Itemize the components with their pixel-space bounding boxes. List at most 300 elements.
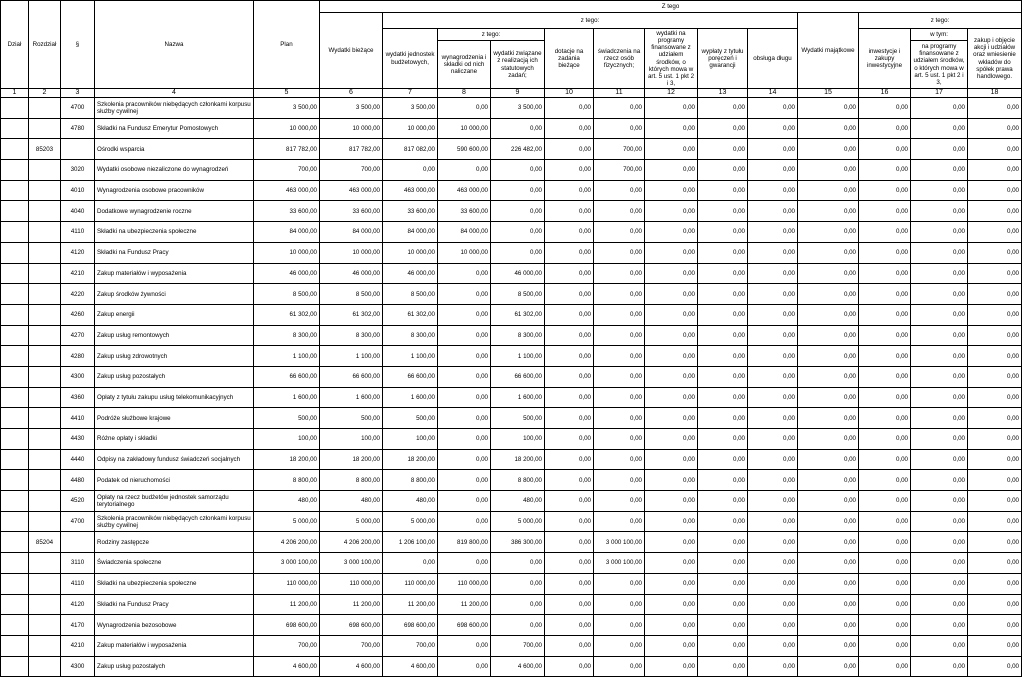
cell-nazwa: Opłaty z tytułu zakupu usług telekomunikacyjnych bbox=[95, 387, 254, 408]
cell-value: 0,00 bbox=[545, 491, 594, 512]
cell-value: 0,00 bbox=[748, 449, 798, 470]
cell-value: 0,00 bbox=[748, 201, 798, 222]
cell-value: 0,00 bbox=[911, 304, 968, 325]
cell-value: 0,00 bbox=[798, 242, 859, 263]
cell-value: 1 600,00 bbox=[491, 387, 545, 408]
cell-value: 0,00 bbox=[594, 118, 645, 139]
cell-value: 8 500,00 bbox=[254, 284, 320, 305]
cell-value: 11 200,00 bbox=[438, 594, 491, 615]
cell-dzial bbox=[1, 429, 29, 450]
cell-value: 0,00 bbox=[911, 594, 968, 615]
cell-value: 0,00 bbox=[911, 325, 968, 346]
cell-value: 0,00 bbox=[698, 553, 748, 574]
cell-value: 0,00 bbox=[438, 325, 491, 346]
cell-dzial bbox=[1, 594, 29, 615]
cell-value: 0,00 bbox=[645, 470, 698, 491]
cell-value: 0,00 bbox=[645, 656, 698, 677]
cell-value: 0,00 bbox=[645, 366, 698, 387]
cell-value: 3 000 100,00 bbox=[594, 532, 645, 553]
cell-value: 0,00 bbox=[545, 242, 594, 263]
cell-value: 10 000,00 bbox=[254, 118, 320, 139]
column-number: 12 bbox=[645, 89, 698, 98]
cell-value: 0,00 bbox=[545, 449, 594, 470]
cell-value: 84 000,00 bbox=[383, 222, 438, 243]
column-number: 1 bbox=[1, 89, 29, 98]
cell-value: 0,00 bbox=[911, 201, 968, 222]
cell-nazwa: Świadczenia społeczne bbox=[95, 553, 254, 574]
cell-value: 0,00 bbox=[748, 594, 798, 615]
cell-nazwa: Rodziny zastępcze bbox=[95, 532, 254, 553]
cell-dzial bbox=[1, 118, 29, 139]
cell-value: 0,00 bbox=[748, 98, 798, 119]
cell-value: 0,00 bbox=[645, 408, 698, 429]
cell-rozdzial bbox=[29, 263, 61, 284]
cell-value: 0,00 bbox=[859, 594, 911, 615]
cell-value: 698 600,00 bbox=[254, 615, 320, 636]
cell-value: 0,00 bbox=[594, 656, 645, 677]
cell-value: 100,00 bbox=[254, 429, 320, 450]
column-number: 17 bbox=[911, 89, 968, 98]
cell-value: 1 100,00 bbox=[491, 346, 545, 367]
cell-value: 0,00 bbox=[748, 366, 798, 387]
header-zakup-akcji: zakup i objęcie akcji i udziałów oraz wniesienie wkładów do spółek prawa handlowego. bbox=[968, 29, 1022, 89]
cell-value: 0,00 bbox=[545, 346, 594, 367]
cell-value: 0,00 bbox=[698, 573, 748, 594]
cell-paragraf: 4270 bbox=[61, 325, 95, 346]
cell-value: 0,00 bbox=[438, 98, 491, 119]
cell-value: 0,00 bbox=[911, 511, 968, 532]
header-wyplaty: wypłaty z tytułu poręczeń i gwarancji bbox=[698, 29, 748, 89]
cell-value: 5 000,00 bbox=[383, 511, 438, 532]
cell-dzial bbox=[1, 201, 29, 222]
cell-value: 0,00 bbox=[798, 615, 859, 636]
cell-value: 0,00 bbox=[798, 98, 859, 119]
cell-value: 0,00 bbox=[798, 573, 859, 594]
cell-dzial bbox=[1, 573, 29, 594]
cell-value: 8 800,00 bbox=[491, 470, 545, 491]
cell-value: 0,00 bbox=[594, 408, 645, 429]
cell-value: 0,00 bbox=[798, 511, 859, 532]
cell-value: 463 000,00 bbox=[438, 180, 491, 201]
cell-value: 0,00 bbox=[748, 139, 798, 160]
table-row bbox=[1, 491, 1022, 512]
cell-value: 0,00 bbox=[545, 532, 594, 553]
column-number: 13 bbox=[698, 89, 748, 98]
cell-value: 100,00 bbox=[491, 429, 545, 450]
cell-value: 0,00 bbox=[698, 139, 748, 160]
cell-paragraf: 4220 bbox=[61, 284, 95, 305]
cell-value: 463 000,00 bbox=[254, 180, 320, 201]
cell-paragraf: 3110 bbox=[61, 553, 95, 574]
header-w-tym: w tym: bbox=[911, 29, 968, 41]
cell-paragraf bbox=[61, 532, 95, 553]
cell-paragraf: 4480 bbox=[61, 470, 95, 491]
cell-value: 0,00 bbox=[748, 263, 798, 284]
cell-value: 0,00 bbox=[798, 387, 859, 408]
cell-value: 480,00 bbox=[320, 491, 383, 512]
cell-value: 0,00 bbox=[748, 491, 798, 512]
cell-value: 0,00 bbox=[438, 263, 491, 284]
cell-value: 8 500,00 bbox=[491, 284, 545, 305]
cell-dzial bbox=[1, 222, 29, 243]
cell-value: 0,00 bbox=[968, 242, 1022, 263]
column-number: 14 bbox=[748, 89, 798, 98]
cell-value: 0,00 bbox=[968, 635, 1022, 656]
cell-value: 700,00 bbox=[254, 635, 320, 656]
cell-value: 11 200,00 bbox=[254, 594, 320, 615]
table-header bbox=[1, 1, 1022, 98]
cell-value: 0,00 bbox=[545, 470, 594, 491]
cell-value: 0,00 bbox=[438, 387, 491, 408]
table-row bbox=[1, 160, 1022, 181]
column-number: 16 bbox=[859, 89, 911, 98]
cell-value: 0,00 bbox=[911, 366, 968, 387]
header-inwestycje: inwestycje i zakupy inwestycyjne bbox=[859, 29, 911, 89]
table-row bbox=[1, 98, 1022, 119]
cell-value: 61 302,00 bbox=[491, 304, 545, 325]
cell-value: 0,00 bbox=[968, 573, 1022, 594]
cell-value: 0,00 bbox=[491, 118, 545, 139]
cell-value: 110 000,00 bbox=[320, 573, 383, 594]
cell-value: 0,00 bbox=[748, 573, 798, 594]
cell-value: 0,00 bbox=[859, 325, 911, 346]
column-number: 5 bbox=[254, 89, 320, 98]
cell-value: 0,00 bbox=[438, 304, 491, 325]
cell-rozdzial: 85204 bbox=[29, 532, 61, 553]
cell-value: 0,00 bbox=[748, 180, 798, 201]
header-dotacje: dotacje na zadania bieżące bbox=[545, 29, 594, 89]
cell-rozdzial bbox=[29, 346, 61, 367]
cell-value: 10 000,00 bbox=[383, 118, 438, 139]
cell-value: 0,00 bbox=[383, 160, 438, 181]
column-number: 7 bbox=[383, 89, 438, 98]
cell-value: 700,00 bbox=[383, 635, 438, 656]
cell-value: 0,00 bbox=[438, 408, 491, 429]
cell-value: 0,00 bbox=[968, 180, 1022, 201]
cell-value: 0,00 bbox=[594, 325, 645, 346]
cell-value: 8 300,00 bbox=[254, 325, 320, 346]
cell-value: 0,00 bbox=[698, 449, 748, 470]
cell-value: 0,00 bbox=[968, 615, 1022, 636]
cell-value: 0,00 bbox=[911, 160, 968, 181]
cell-value: 0,00 bbox=[594, 573, 645, 594]
cell-value: 0,00 bbox=[545, 635, 594, 656]
cell-value: 0,00 bbox=[748, 387, 798, 408]
cell-value: 0,00 bbox=[798, 594, 859, 615]
cell-value: 0,00 bbox=[748, 160, 798, 181]
cell-paragraf: 4120 bbox=[61, 242, 95, 263]
cell-value: 0,00 bbox=[545, 573, 594, 594]
cell-value: 0,00 bbox=[859, 118, 911, 139]
cell-value: 0,00 bbox=[859, 511, 911, 532]
cell-value: 5 000,00 bbox=[254, 511, 320, 532]
cell-value: 0,00 bbox=[798, 118, 859, 139]
cell-value: 0,00 bbox=[968, 346, 1022, 367]
cell-value: 0,00 bbox=[698, 511, 748, 532]
cell-value: 0,00 bbox=[859, 222, 911, 243]
cell-value: 0,00 bbox=[491, 573, 545, 594]
cell-paragraf: 4300 bbox=[61, 366, 95, 387]
cell-value: 819 800,00 bbox=[438, 532, 491, 553]
cell-rozdzial bbox=[29, 408, 61, 429]
header-nazwa: Nazwa bbox=[95, 1, 254, 89]
cell-value: 110 000,00 bbox=[383, 573, 438, 594]
cell-value: 11 200,00 bbox=[383, 594, 438, 615]
cell-value: 0,00 bbox=[438, 284, 491, 305]
column-number: 2 bbox=[29, 89, 61, 98]
cell-value: 1 206 100,00 bbox=[383, 532, 438, 553]
cell-paragraf: 4360 bbox=[61, 387, 95, 408]
cell-dzial bbox=[1, 346, 29, 367]
cell-paragraf: 4520 bbox=[61, 491, 95, 512]
cell-rozdzial bbox=[29, 491, 61, 512]
cell-value: 0,00 bbox=[859, 470, 911, 491]
cell-value: 0,00 bbox=[798, 222, 859, 243]
cell-value: 0,00 bbox=[798, 635, 859, 656]
cell-nazwa: Wydatki osobowe niezaliczone do wynagrodzeń bbox=[95, 160, 254, 181]
cell-value: 1 600,00 bbox=[383, 387, 438, 408]
table-row bbox=[1, 118, 1022, 139]
cell-value: 700,00 bbox=[320, 635, 383, 656]
table-row bbox=[1, 429, 1022, 450]
cell-value: 66 600,00 bbox=[320, 366, 383, 387]
cell-nazwa: Ośrodki wsparcia bbox=[95, 139, 254, 160]
cell-nazwa: Odpisy na zakładowy fundusz świadczeń socjalnych bbox=[95, 449, 254, 470]
cell-value: 8 300,00 bbox=[491, 325, 545, 346]
header-z-tego-majatkowe: z tego: bbox=[859, 13, 1022, 29]
cell-nazwa: Zakup usług pozostałych bbox=[95, 366, 254, 387]
cell-value: 0,00 bbox=[798, 553, 859, 574]
cell-value: 0,00 bbox=[859, 284, 911, 305]
cell-value: 0,00 bbox=[859, 387, 911, 408]
cell-value: 4 600,00 bbox=[320, 656, 383, 677]
cell-value: 0,00 bbox=[798, 491, 859, 512]
header-paragraf: § bbox=[61, 1, 95, 89]
cell-value: 61 302,00 bbox=[320, 304, 383, 325]
cell-value: 0,00 bbox=[748, 284, 798, 305]
cell-value: 0,00 bbox=[859, 491, 911, 512]
header-wynagrodzenia: wynagrodzenia i składki od nich naliczane bbox=[438, 41, 491, 89]
cell-value: 0,00 bbox=[968, 304, 1022, 325]
cell-value: 0,00 bbox=[438, 449, 491, 470]
cell-value: 500,00 bbox=[491, 408, 545, 429]
cell-value: 0,00 bbox=[545, 553, 594, 574]
cell-value: 0,00 bbox=[911, 387, 968, 408]
cell-value: 10 000,00 bbox=[438, 242, 491, 263]
cell-value: 0,00 bbox=[594, 242, 645, 263]
cell-value: 0,00 bbox=[968, 118, 1022, 139]
cell-value: 0,00 bbox=[911, 656, 968, 677]
cell-value: 84 000,00 bbox=[438, 222, 491, 243]
cell-paragraf: 4410 bbox=[61, 408, 95, 429]
cell-rozdzial bbox=[29, 98, 61, 119]
cell-value: 0,00 bbox=[698, 325, 748, 346]
cell-value: 5 000,00 bbox=[491, 511, 545, 532]
cell-value: 0,00 bbox=[698, 366, 748, 387]
cell-value: 0,00 bbox=[645, 284, 698, 305]
cell-value: 0,00 bbox=[594, 635, 645, 656]
cell-value: 0,00 bbox=[645, 449, 698, 470]
cell-value: 0,00 bbox=[698, 180, 748, 201]
column-number: 3 bbox=[61, 89, 95, 98]
cell-value: 700,00 bbox=[594, 139, 645, 160]
cell-value: 0,00 bbox=[698, 387, 748, 408]
cell-value: 0,00 bbox=[545, 201, 594, 222]
cell-value: 0,00 bbox=[748, 242, 798, 263]
cell-value: 1 100,00 bbox=[383, 346, 438, 367]
cell-value: 0,00 bbox=[859, 615, 911, 636]
cell-value: 18 200,00 bbox=[254, 449, 320, 470]
cell-value: 0,00 bbox=[698, 532, 748, 553]
cell-value: 386 300,00 bbox=[491, 532, 545, 553]
cell-value: 3 000 100,00 bbox=[254, 553, 320, 574]
cell-nazwa: Zakup materiałów i wyposażenia bbox=[95, 635, 254, 656]
cell-value: 0,00 bbox=[911, 470, 968, 491]
cell-dzial bbox=[1, 635, 29, 656]
cell-value: 463 000,00 bbox=[320, 180, 383, 201]
cell-value: 0,00 bbox=[748, 118, 798, 139]
cell-value: 0,00 bbox=[748, 656, 798, 677]
cell-value: 700,00 bbox=[594, 160, 645, 181]
table-row bbox=[1, 573, 1022, 594]
cell-value: 0,00 bbox=[911, 408, 968, 429]
cell-dzial bbox=[1, 656, 29, 677]
header-swiadczenia: świadczenia na rzecz osób fizycznych; bbox=[594, 29, 645, 89]
cell-value: 0,00 bbox=[859, 201, 911, 222]
cell-value: 84 000,00 bbox=[254, 222, 320, 243]
cell-rozdzial bbox=[29, 449, 61, 470]
cell-rozdzial bbox=[29, 201, 61, 222]
cell-value: 0,00 bbox=[645, 491, 698, 512]
cell-value: 0,00 bbox=[545, 222, 594, 243]
cell-value: 0,00 bbox=[968, 656, 1022, 677]
cell-nazwa: Zakup energii bbox=[95, 304, 254, 325]
cell-value: 100,00 bbox=[320, 429, 383, 450]
cell-nazwa: Szkolenia pracowników niebędących członkami korpusu służby cywilnej bbox=[95, 98, 254, 119]
cell-paragraf: 4700 bbox=[61, 511, 95, 532]
cell-value: 0,00 bbox=[859, 180, 911, 201]
cell-value: 84 000,00 bbox=[320, 222, 383, 243]
cell-value: 0,00 bbox=[698, 615, 748, 636]
cell-value: 10 000,00 bbox=[438, 118, 491, 139]
cell-value: 0,00 bbox=[859, 98, 911, 119]
cell-value: 0,00 bbox=[594, 387, 645, 408]
cell-value: 0,00 bbox=[968, 429, 1022, 450]
cell-value: 0,00 bbox=[491, 594, 545, 615]
cell-value: 0,00 bbox=[968, 98, 1022, 119]
cell-value: 0,00 bbox=[698, 201, 748, 222]
cell-value: 0,00 bbox=[645, 263, 698, 284]
cell-value: 0,00 bbox=[594, 263, 645, 284]
cell-value: 0,00 bbox=[491, 201, 545, 222]
cell-nazwa: Podróże służbowe krajowe bbox=[95, 408, 254, 429]
cell-rozdzial bbox=[29, 635, 61, 656]
cell-value: 0,00 bbox=[645, 118, 698, 139]
cell-value: 3 000 100,00 bbox=[594, 553, 645, 574]
cell-value: 0,00 bbox=[798, 263, 859, 284]
table-row bbox=[1, 594, 1022, 615]
cell-value: 0,00 bbox=[545, 98, 594, 119]
table-row bbox=[1, 304, 1022, 325]
cell-nazwa: Zakup usług remontowych bbox=[95, 325, 254, 346]
cell-value: 0,00 bbox=[968, 594, 1022, 615]
table-row bbox=[1, 408, 1022, 429]
cell-value: 46 000,00 bbox=[254, 263, 320, 284]
cell-value: 0,00 bbox=[911, 263, 968, 284]
cell-value: 0,00 bbox=[594, 284, 645, 305]
cell-nazwa: Składki na Fundusz Pracy bbox=[95, 594, 254, 615]
header-na-programy: na programy finansowane z udziałem środków, o których mowa w art. 5 ust. 1 pkt 2 i 3, bbox=[911, 41, 968, 89]
cell-value: 0,00 bbox=[594, 304, 645, 325]
cell-value: 0,00 bbox=[594, 346, 645, 367]
cell-value: 0,00 bbox=[698, 491, 748, 512]
cell-value: 0,00 bbox=[545, 180, 594, 201]
cell-value: 61 302,00 bbox=[383, 304, 438, 325]
cell-value: 0,00 bbox=[491, 180, 545, 201]
cell-value: 463 000,00 bbox=[383, 180, 438, 201]
cell-rozdzial bbox=[29, 553, 61, 574]
cell-value: 46 000,00 bbox=[491, 263, 545, 284]
cell-value: 0,00 bbox=[545, 118, 594, 139]
cell-value: 0,00 bbox=[748, 429, 798, 450]
cell-paragraf: 3020 bbox=[61, 160, 95, 181]
cell-value: 0,00 bbox=[911, 242, 968, 263]
cell-value: 8 800,00 bbox=[383, 470, 438, 491]
cell-dzial bbox=[1, 615, 29, 636]
cell-value: 0,00 bbox=[859, 366, 911, 387]
cell-value: 0,00 bbox=[748, 470, 798, 491]
cell-value: 0,00 bbox=[594, 491, 645, 512]
cell-value: 0,00 bbox=[859, 263, 911, 284]
cell-value: 0,00 bbox=[545, 304, 594, 325]
cell-value: 3 500,00 bbox=[383, 98, 438, 119]
cell-value: 0,00 bbox=[698, 304, 748, 325]
cell-paragraf: 4120 bbox=[61, 594, 95, 615]
cell-value: 0,00 bbox=[438, 470, 491, 491]
header-dzial: Dział bbox=[1, 1, 29, 89]
cell-value: 18 200,00 bbox=[320, 449, 383, 470]
cell-value: 1 100,00 bbox=[320, 346, 383, 367]
cell-value: 4 206 200,00 bbox=[254, 532, 320, 553]
cell-value: 0,00 bbox=[748, 532, 798, 553]
cell-value: 0,00 bbox=[545, 366, 594, 387]
cell-value: 0,00 bbox=[968, 284, 1022, 305]
cell-value: 4 206 200,00 bbox=[320, 532, 383, 553]
cell-value: 0,00 bbox=[645, 532, 698, 553]
cell-value: 0,00 bbox=[698, 429, 748, 450]
cell-value: 0,00 bbox=[645, 615, 698, 636]
cell-value: 1 600,00 bbox=[320, 387, 383, 408]
cell-nazwa: Składki na Fundusz Emerytur Pomostowych bbox=[95, 118, 254, 139]
cell-value: 46 000,00 bbox=[383, 263, 438, 284]
cell-nazwa: Wynagrodzenia bezosobowe bbox=[95, 615, 254, 636]
cell-value: 0,00 bbox=[491, 615, 545, 636]
cell-value: 480,00 bbox=[383, 491, 438, 512]
column-number: 8 bbox=[438, 89, 491, 98]
cell-paragraf: 4110 bbox=[61, 573, 95, 594]
cell-value: 698 600,00 bbox=[383, 615, 438, 636]
cell-value: 3 500,00 bbox=[254, 98, 320, 119]
cell-value: 0,00 bbox=[968, 139, 1022, 160]
cell-value: 0,00 bbox=[594, 449, 645, 470]
cell-rozdzial bbox=[29, 242, 61, 263]
cell-value: 0,00 bbox=[698, 656, 748, 677]
cell-dzial bbox=[1, 553, 29, 574]
cell-value: 33 600,00 bbox=[254, 201, 320, 222]
cell-value: 33 600,00 bbox=[438, 201, 491, 222]
cell-value: 0,00 bbox=[968, 532, 1022, 553]
cell-value: 0,00 bbox=[911, 98, 968, 119]
